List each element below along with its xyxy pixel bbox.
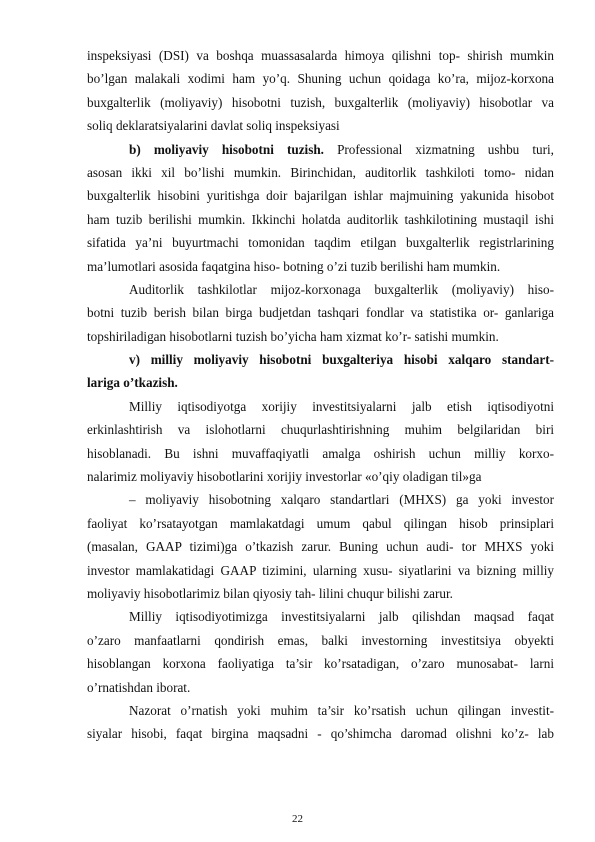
section-heading: v) milliy moliyaviy hisobotni buxgalteriya hisobi xalqaro standart- — [129, 352, 554, 368]
text-line: Milliy iqtisodiyotga xorijiy investitsiyalarni jalb etish iqtisodiyotni — [129, 398, 554, 414]
document-page — [87, 44, 554, 746]
text-line: topshiriladigan hisobotlarni tuzish bo’yicha ham xizmat ko’r- satishi mumkin. — [87, 328, 499, 344]
text-line: ham tuzib berilishi mumkin. Ikkinchi holatda auditorlik tashkilotining mustaqil ishi — [87, 211, 554, 227]
text-line: moliyaviy hisobotlarimiz bilan qiyosiy tah- lilini chuqur bilishi zarur. — [87, 585, 453, 601]
text-line: nalarimiz moliyaviy hisobotlarini xorijiy investorlar «o’qiy oladigan til»ga — [87, 469, 482, 485]
text-line: sifatida ya’ni buyurtmachi tomonidan taqdim etilgan buxgalterlik registrlarining — [87, 235, 554, 251]
text-line: Auditorlik tashkilotlar mijoz-korxonaga buxgalterlik (moliyaviy) hiso- — [129, 281, 554, 297]
text-span: Professional xizmatning ushbu turi, — [323, 141, 554, 157]
text-line: investor mamlakatidagi GAAP tizimini, ularning xusu- siyatlarini va bizning milliy — [87, 562, 554, 578]
text-line: buxgalterlik (moliyaviy) hisobotni tuzish, buxgalterlik (moliyaviy) hisobotlar va — [87, 94, 554, 110]
text-line: siyalar hisobi, faqat birgina maqsadni - qo’shimcha daromad olishni ko’z- lab — [87, 726, 554, 742]
text-line: soliq deklaratsiyalarini davlat soliq inspeksiyasi — [87, 118, 340, 134]
text-line: – moliyaviy hisobotning xalqaro standartlari (MHXS) ga yoki investor — [129, 492, 554, 508]
text-line: hisoblanadi. Bu ishni muvaffaqiyatli amalga oshirish uchun milliy korxo- — [87, 445, 554, 461]
text-line: (masalan, GAAP tizimi)ga o’tkazish zarur. Buning uchun audi- tor MHXS yoki — [87, 539, 554, 555]
page-number: 22 — [292, 813, 303, 825]
text-line: inspeksiyasi (DSI) va boshqa muassasalarda himoya qilishni top- shirish mumkin — [87, 48, 554, 63]
text-line: bo’lgan malakali xodimi ham yo’q. Shuning uchun qoidaga ko’ra, mijoz-korxona — [87, 71, 554, 87]
text-line: o’rnatishdan iborat. — [87, 679, 191, 695]
section-heading: lariga o’tkazish. — [87, 375, 178, 391]
text-line: faoliyat ko’rsatayotgan mamlakatdagi umum qabul qilingan hisob prinsiplari — [87, 515, 554, 531]
text-line: asosan ikki xil bo’lishi mumkin. Birinchidan, auditorlik tashkiloti tomo- nidan — [87, 164, 554, 180]
text-line: Milliy iqtisodiyotimizga investitsiyalarni jalb qilishdan maqsad faqat — [129, 609, 554, 625]
text-line: Nazorat o’rnatish yoki muhim ta’sir ko’rsatish uchun qilingan investit- — [129, 702, 554, 718]
text-line: hisoblangan korxona faoliyatiga ta’sir ko’rsatadigan, o’zaro munosabat- larni — [87, 656, 554, 672]
text-line: botni tuzib berish bilan birga budjetdan tashqari fondlar va statistika or- ganlariga — [87, 305, 554, 321]
text-line: erkinlashtirish va islohotlarni chuqurlashtirishning muhim belgilaridan biri — [87, 422, 554, 438]
text-line: ma’lumotlari asosida faqatgina hiso- botning o’zi tuzib berilishi ham mumkin. — [87, 258, 501, 274]
section-heading-line — [87, 138, 554, 161]
section-heading: b) moliyaviy hisobotni tuzish. — [129, 141, 324, 157]
text-line: o’zaro manfaatlarni qondirish emas, balki investorning investitsiya obyekti — [87, 632, 554, 648]
text-line: buxgalterlik hisobini yuritishga doir bajarilgan ishlar majmuining yakunida hisobot — [87, 188, 554, 204]
